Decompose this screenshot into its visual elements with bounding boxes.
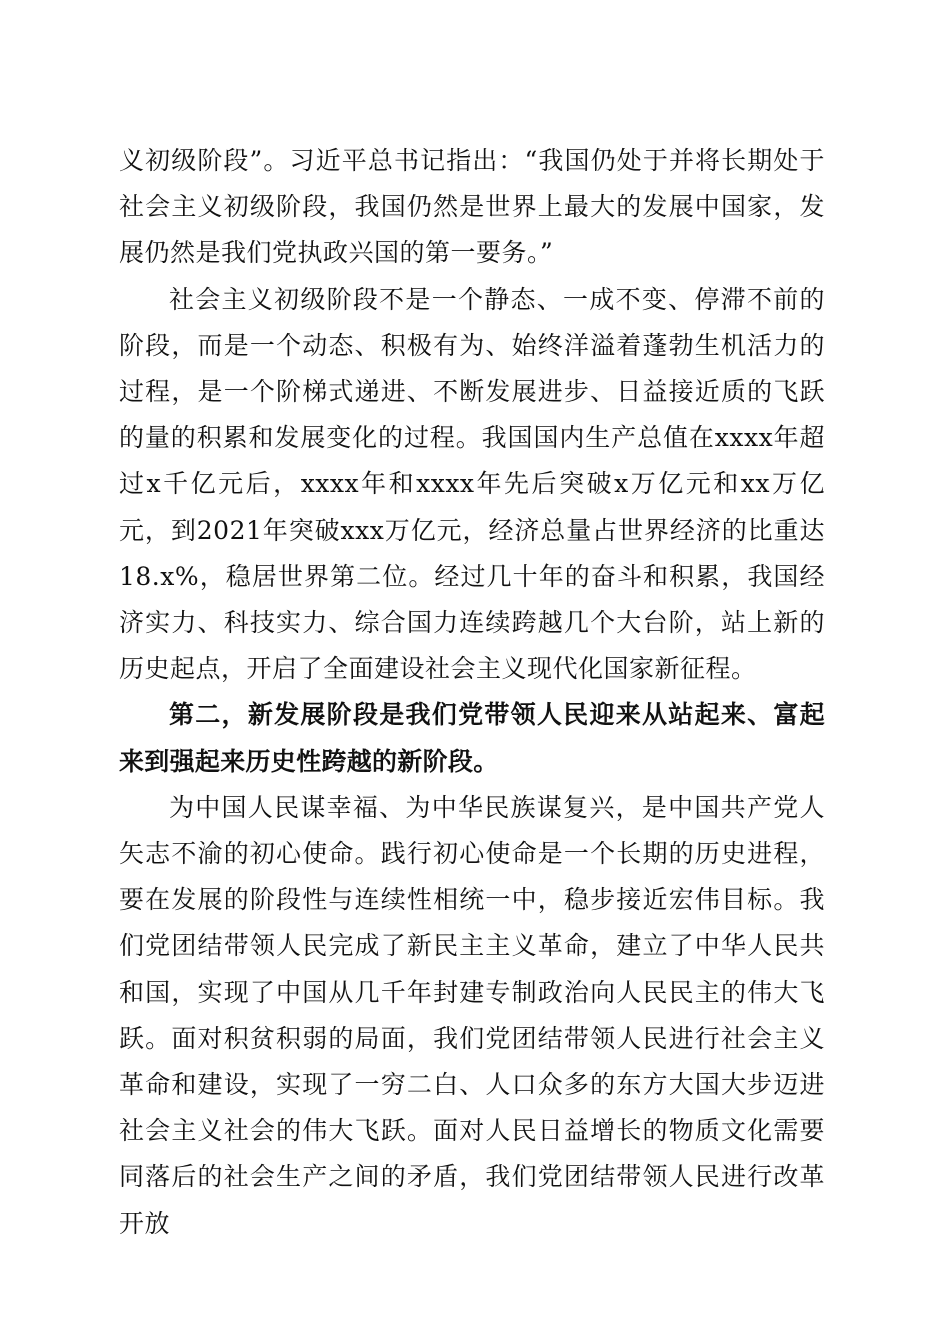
paragraph-continuation: 义初级阶段”。习近平总书记指出：“我国仍处于并将长期处于社会主义初级阶段，我国仍然是世界上最大的发展中国家，发展仍然是我们党执政兴国的第一要务。” <box>119 146 825 268</box>
paragraph-mission: 为中国人民谋幸福、为中华民族谋复兴，是中国共产党人矢志不渝的初心使命。践行初心使命是一个长期的历史进程，要在发展的阶段性与连续性相统一中，稳步接近宏伟目标。我们党团结带领人民完成了新民主主义革命，建立了中华人民共和国，实现了中国从几千年封建专制政治向人民民主的伟大飞跃。面对积贫积弱的局面，我们党团结带领人民进行社会主义革命和建设，实现了一穷二白、人口众多的东方大国大步迈进社会主义社会的伟大飞跃。面对人民日益增长的物质文化需要同落后的社会生产之间的矛盾，我们党团结带领人民进行改革开放 <box>119 792 825 1238</box>
section-heading-second: 第二，新发展阶段是我们党带领人民迎来从站起来、富起来到强起来历史性跨越的新阶段。 <box>119 700 825 776</box>
document-body <box>119 138 825 1247</box>
paragraph-primary-stage: 社会主义初级阶段不是一个静态、一成不变、停滞不前的阶段，而是一个动态、积极有为、始终洋溢着蓬勃生机活力的过程，是一个阶梯式递进、不断发展进步、日益接近质的飞跃的量的积累和发展变化的过程。我国国内生产总值在xxxx年超过x千亿元后，xxxx年和xxxx年先后突破x万亿元和xx万亿元，到2021年突破xxx万亿元，经济总量占世界经济的比重达18.x%，稳居世界第二位。经过几十年的奋斗和积累，我国经济实力、科技实力、综合国力连续跨越几个大台阶，站上新的历史起点，开启了全面建设社会主义现代化国家新征程。 <box>119 284 825 684</box>
